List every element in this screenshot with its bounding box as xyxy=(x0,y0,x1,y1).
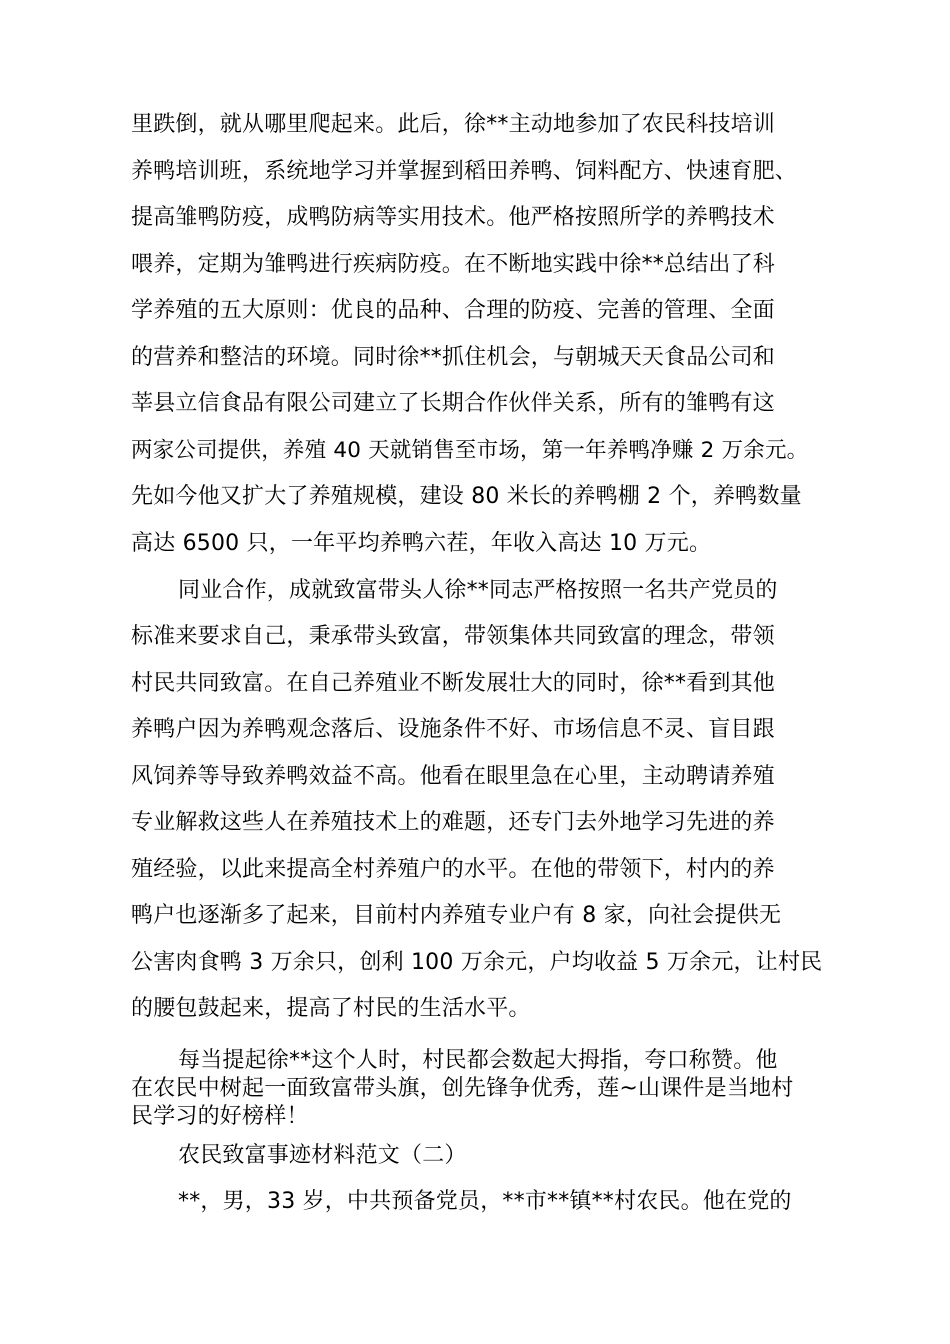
paragraph-line: 标准来要求自己，秉承带头致富，带领集体共同致富的理念，带领 xyxy=(131,624,775,649)
paragraph-line: 殖经验，以此来提高全村养殖户的水平。在他的带领下，村内的养 xyxy=(131,857,775,882)
paragraph-line: 喂养，定期为雏鸭进行疾病防疫。在不断地实践中徐**总结出了科 xyxy=(131,252,776,277)
paragraph-line: 在农民中树起一面致富带头旗，创先锋争优秀，莲~山课件是当地村 xyxy=(131,1076,794,1101)
paragraph-line: 养鸭户因为养鸭观念落后、设施条件不好、市场信息不灵、盲目跟 xyxy=(131,717,775,742)
paragraph-line: 的营养和整洁的环境。同时徐**抓住机会，与朝城天天食品公司和 xyxy=(131,345,776,370)
paragraph-line: 先如今他又扩大了养殖规模，建设 80 米长的养鸭棚 2 个，养鸭数量 xyxy=(131,484,802,509)
paragraph-line: 公害肉食鸭 3 万余只，创利 100 万余元，户均收益 5 万余元，让村民 xyxy=(131,950,823,975)
paragraph-line: 莘县立信食品有限公司建立了长期合作伙伴关系，所有的雏鸭有这 xyxy=(131,391,775,416)
paragraph-line: 的腰包鼓起来，提高了村民的生活水平。 xyxy=(131,996,531,1021)
paragraph-line: 民学习的好榜样！ xyxy=(131,1104,309,1129)
paragraph-line: 学养殖的五大原则：优良的品种、合理的防疫、完善的管理、全面 xyxy=(131,298,775,323)
section-heading: 农民致富事迹材料范文（二） xyxy=(178,1143,467,1168)
paragraph-first-line: **，男，33 岁，中共预备党员，**市**镇**村农民。他在党的 xyxy=(178,1189,792,1214)
paragraph-line: 风饲养等导致养鸭效益不高。他看在眼里急在心里，主动聘请养殖 xyxy=(131,764,775,789)
paragraph-line: 养鸭培训班，系统地学习并掌握到稻田养鸭、饲料配方、快速育肥、 xyxy=(131,159,798,184)
paragraph-first-line: 每当提起徐**这个人时，村民都会数起大拇指，夸口称赞。他 xyxy=(178,1048,778,1073)
paragraph-line: 提高雏鸭防疫，成鸭防病等实用技术。他严格按照所学的养鸭技术 xyxy=(131,205,775,230)
paragraph-line: 两家公司提供，养殖 40 天就销售至市场，第一年养鸭净赚 2 万余元。 xyxy=(131,438,809,463)
paragraph-line: 鸭户也逐渐多了起来，目前村内养殖专业户有 8 家，向社会提供无 xyxy=(131,903,782,928)
paragraph-line: 专业解救这些人在养殖技术上的难题，还专门去外地学习先进的养 xyxy=(131,810,775,835)
paragraph-line: 村民共同致富。在自己养殖业不断发展壮大的同时，徐**看到其他 xyxy=(131,671,776,696)
paragraph-line: 高达 6500 只，一年平均养鸭六茬，年收入高达 10 万元。 xyxy=(131,531,712,556)
paragraph-line: 里跌倒，就从哪里爬起来。此后，徐**主动地参加了农民科技培训 xyxy=(131,112,776,137)
paragraph-first-line: 同业合作，成就致富带头人徐**同志严格按照一名共产党员的 xyxy=(178,578,778,603)
